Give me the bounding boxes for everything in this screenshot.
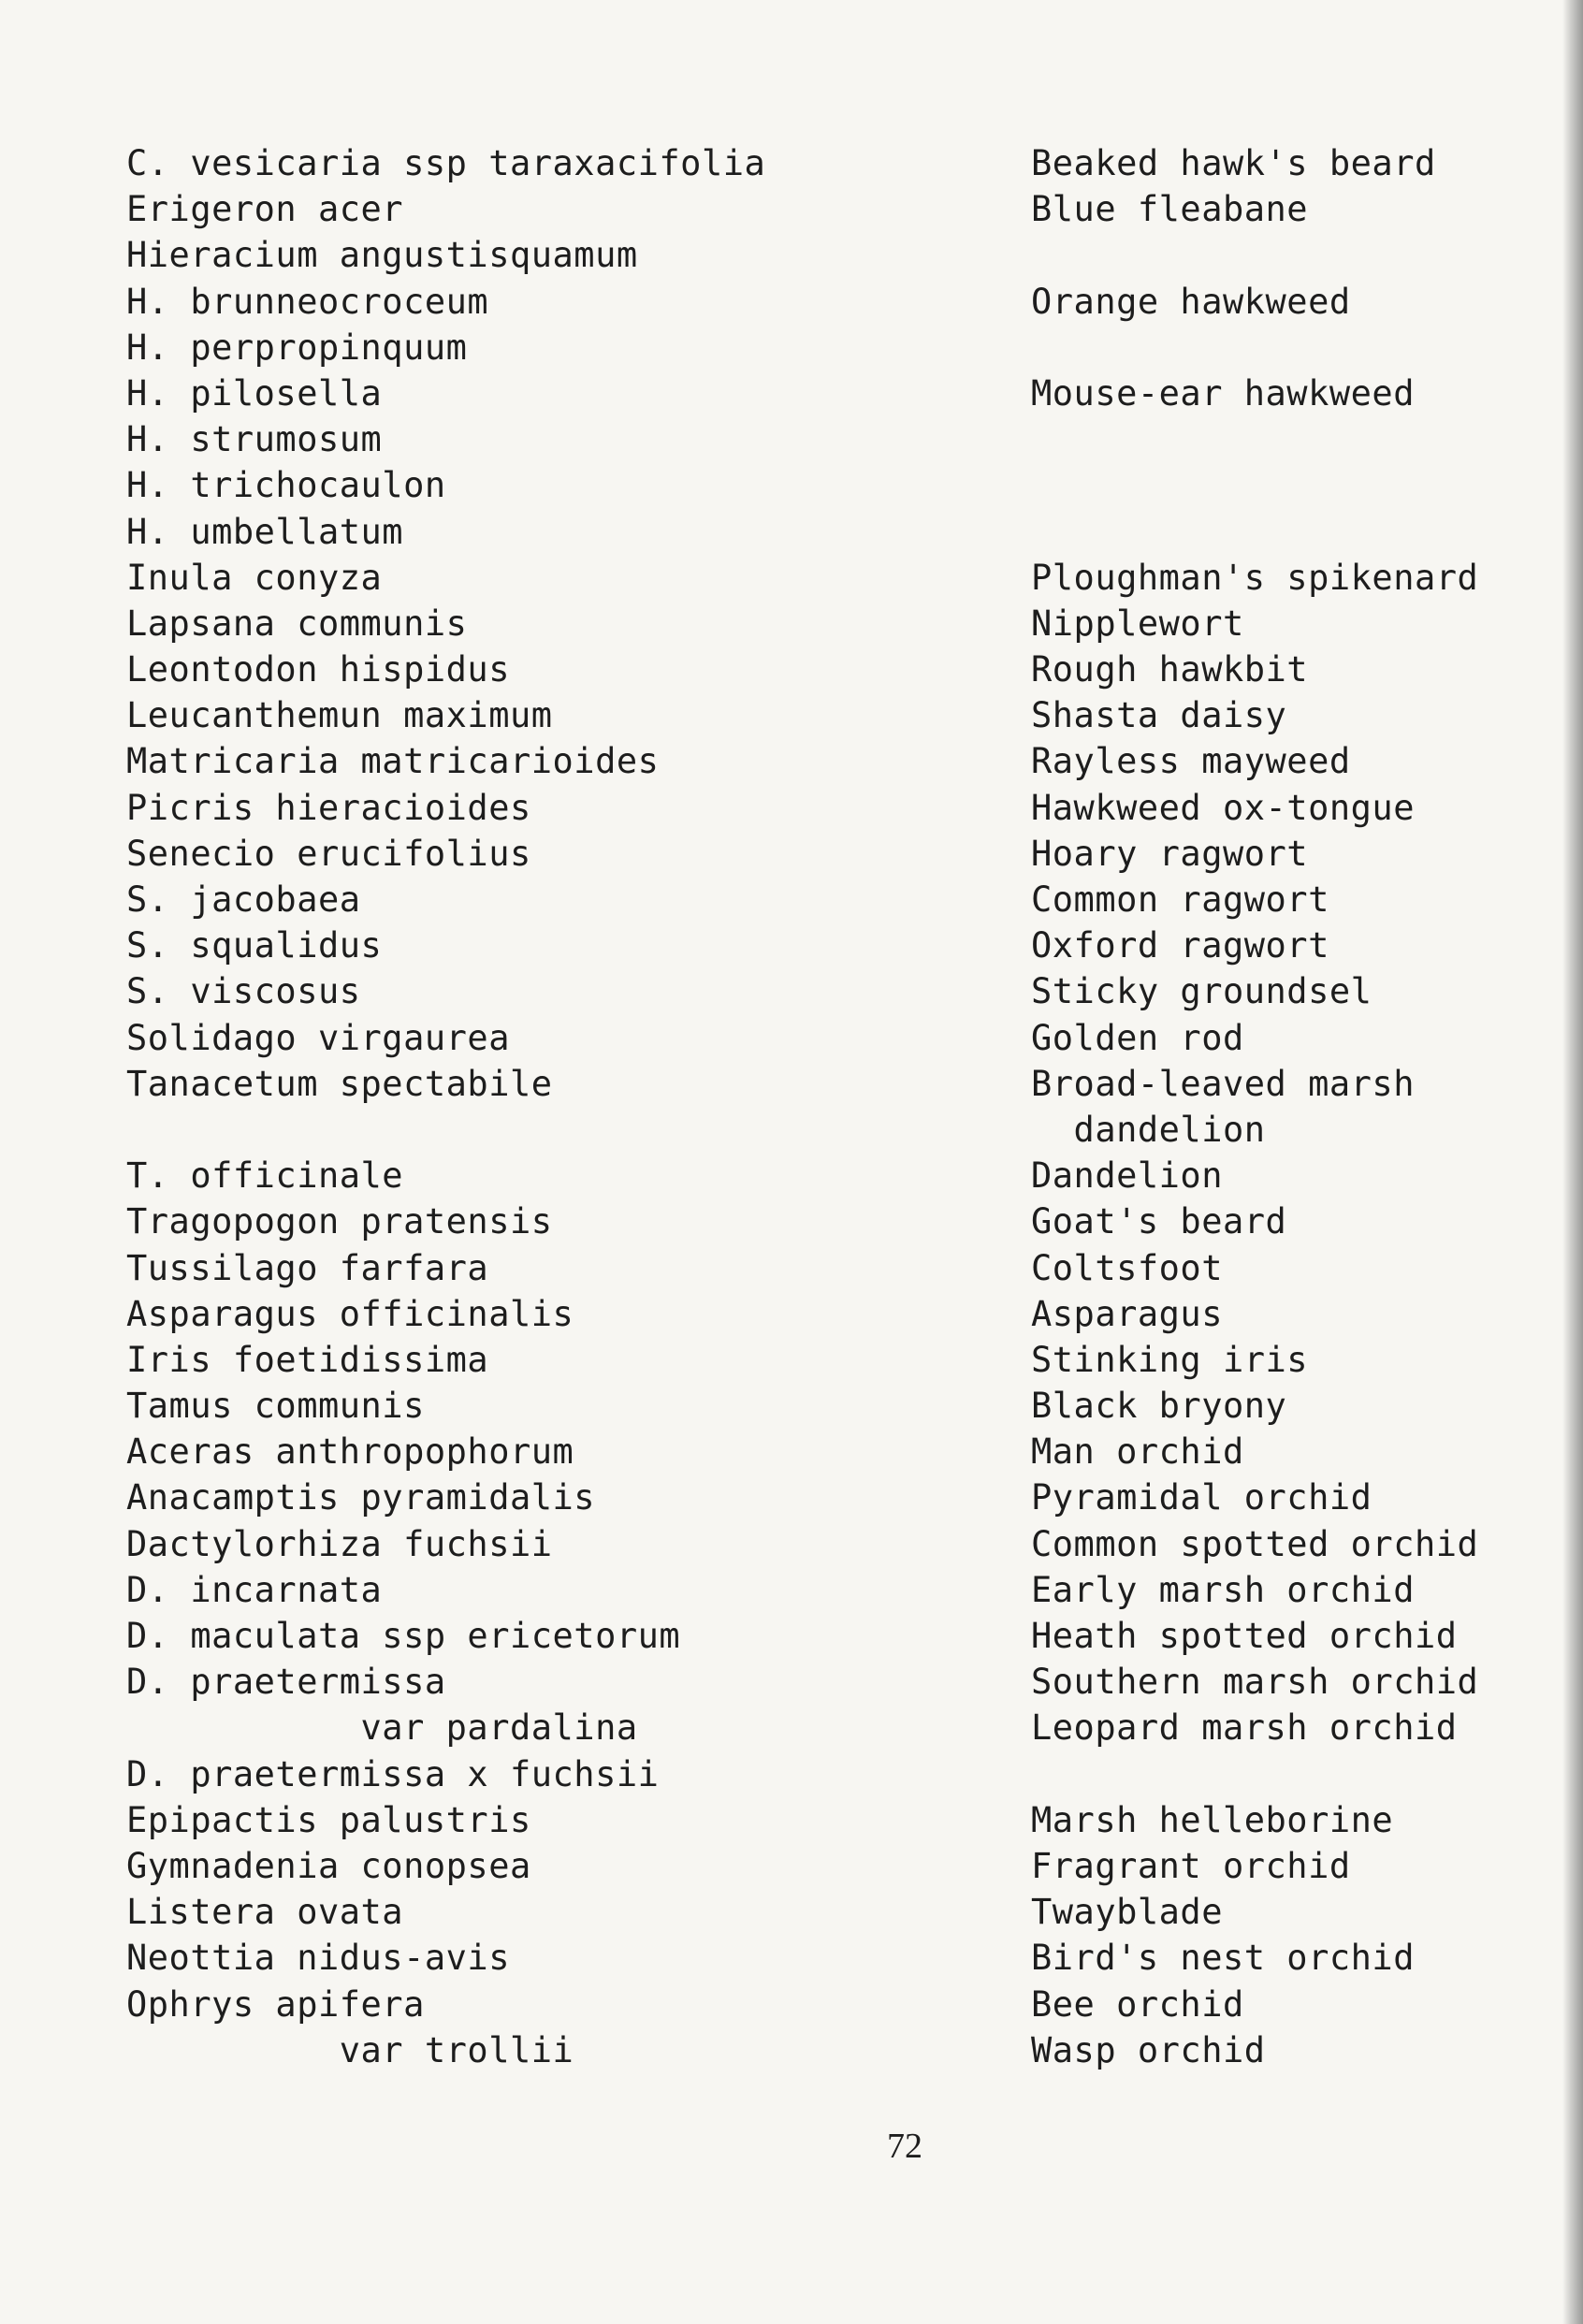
common-name-line <box>1031 416 1555 462</box>
common-name-line <box>1031 325 1555 370</box>
latin-name-line: Lapsana communis <box>126 603 468 644</box>
latin-name-line: S. jacobaea <box>126 879 361 920</box>
common-name-line: Oxford ragwort <box>1031 925 1329 966</box>
common-name-line: Beaked hawk's beard <box>1031 143 1436 183</box>
latin-name-line: D. maculata ssp ericetorum <box>126 1616 681 1656</box>
latin-name-line: var pardalina <box>126 1707 638 1749</box>
latin-name-line <box>126 1107 837 1153</box>
latin-name-line: S. squalidus <box>126 925 383 966</box>
latin-name-line: Erigeron acer <box>126 189 404 230</box>
latin-name-line: Listera ovata <box>126 1892 404 1933</box>
latin-name-line: Tussilago farfara <box>126 1247 489 1288</box>
latin-name-line: Leucanthemun maximum <box>126 695 553 736</box>
latin-name-line: Iris foetidissima <box>126 1339 489 1380</box>
latin-name-line: C. vesicaria ssp taraxacifolia <box>126 143 766 183</box>
latin-name-line: Hieracium angustisquamum <box>126 235 638 276</box>
common-name-line: Common spotted orchid <box>1031 1523 1479 1564</box>
latin-name-line: Leontodon hispidus <box>126 649 510 690</box>
latin-name-line: H. pilosella <box>126 372 383 414</box>
common-name-line: Rayless mayweed <box>1031 741 1351 782</box>
common-name-line: Twayblade <box>1031 1892 1223 1933</box>
common-name-line: Rough hawkbit <box>1031 649 1309 690</box>
common-name-line: Heath spotted orchid <box>1031 1616 1458 1656</box>
latin-name-line: Gymnadenia conopsea <box>126 1845 531 1886</box>
latin-name-line: Tanacetum spectabile <box>126 1063 553 1104</box>
latin-name-line: H. perpropinquum <box>126 327 468 368</box>
common-name-line: Orange hawkweed <box>1031 281 1351 322</box>
latin-name-line: Inula conyza <box>126 557 383 598</box>
common-name-line: Pyramidal orchid <box>1031 1477 1372 1518</box>
latin-name-line: T. officinale <box>126 1155 404 1197</box>
common-name-line: Marsh helleborine <box>1031 1799 1394 1840</box>
common-name-line: Broad-leaved marsh <box>1031 1063 1415 1104</box>
common-name-line <box>1031 232 1555 278</box>
common-name-line <box>1031 1751 1555 1797</box>
common-name-line: Dandelion <box>1031 1155 1223 1197</box>
latin-name-line: Tamus communis <box>126 1386 425 1427</box>
common-name-line: Mouse-ear hawkweed <box>1031 372 1415 414</box>
latin-name-line: Ophrys apifera <box>126 1983 425 2025</box>
latin-name-line: Picris hieracioides <box>126 787 531 828</box>
latin-name-line: D. praetermissa <box>126 1662 446 1703</box>
common-name-line: Common ragwort <box>1031 879 1329 920</box>
latin-name-line: S. viscosus <box>126 971 361 1012</box>
common-name-line: Sticky groundsel <box>1031 971 1372 1012</box>
common-name-line: Early marsh orchid <box>1031 1569 1415 1610</box>
latin-name-line: Epipactis palustris <box>126 1799 531 1840</box>
latin-name-line: Aceras anthropophorum <box>126 1431 574 1473</box>
common-name-line: Coltsfoot <box>1031 1247 1223 1288</box>
common-name-line: Fragrant orchid <box>1031 1845 1351 1886</box>
latin-name-line: Asparagus officinalis <box>126 1293 574 1334</box>
latin-names-column <box>126 140 837 2073</box>
common-name-line: Blue fleabane <box>1031 189 1309 230</box>
common-name-line: dandelion <box>1031 1109 1266 1150</box>
latin-name-line: var trollii <box>126 2029 574 2070</box>
latin-name-line: Solidago virgaurea <box>126 1017 510 1058</box>
common-name-line: Bird's nest orchid <box>1031 1938 1415 1979</box>
common-name-line: Goat's beard <box>1031 1201 1287 1242</box>
common-name-line <box>1031 462 1555 508</box>
latin-name-line: D. incarnata <box>126 1569 383 1610</box>
latin-name-line: Anacamptis pyramidalis <box>126 1477 596 1518</box>
common-name-line: Golden rod <box>1031 1017 1244 1058</box>
common-name-line: Shasta daisy <box>1031 695 1287 736</box>
common-name-line: Nipplewort <box>1031 603 1244 644</box>
common-name-line: Black bryony <box>1031 1386 1287 1427</box>
page-number: 72 <box>887 2127 922 2166</box>
common-name-line: Man orchid <box>1031 1431 1244 1473</box>
common-name-line <box>1031 509 1555 555</box>
latin-name-line: Tragopogon pratensis <box>126 1201 553 1242</box>
latin-name-line: Neottia nidus-avis <box>126 1938 510 1979</box>
common-name-line: Asparagus <box>1031 1293 1223 1334</box>
common-name-line: Hawkweed ox-tongue <box>1031 787 1415 828</box>
common-names-column <box>1031 140 1555 2073</box>
latin-name-line: Senecio erucifolius <box>126 833 531 874</box>
latin-name-line: H. trichocaulon <box>126 465 446 506</box>
latin-name-line: D. praetermissa x fuchsii <box>126 1753 660 1794</box>
latin-name-line: H. strumosum <box>126 419 383 460</box>
latin-name-line: Dactylorhiza fuchsii <box>126 1523 553 1564</box>
latin-name-line: H. brunneocroceum <box>126 281 489 322</box>
common-name-line: Hoary ragwort <box>1031 833 1309 874</box>
common-name-line: Stinking iris <box>1031 1339 1309 1380</box>
latin-name-line: H. umbellatum <box>126 511 404 552</box>
common-name-line: Ploughman's spikenard <box>1031 557 1479 598</box>
page-edge-shadow <box>1562 0 1583 2324</box>
common-name-line: Wasp orchid <box>1031 2029 1266 2070</box>
common-name-line: Leopard marsh orchid <box>1031 1707 1458 1749</box>
latin-name-line: Matricaria matricarioides <box>126 741 660 782</box>
common-name-line: Bee orchid <box>1031 1983 1244 2025</box>
common-name-line: Southern marsh orchid <box>1031 1662 1479 1703</box>
